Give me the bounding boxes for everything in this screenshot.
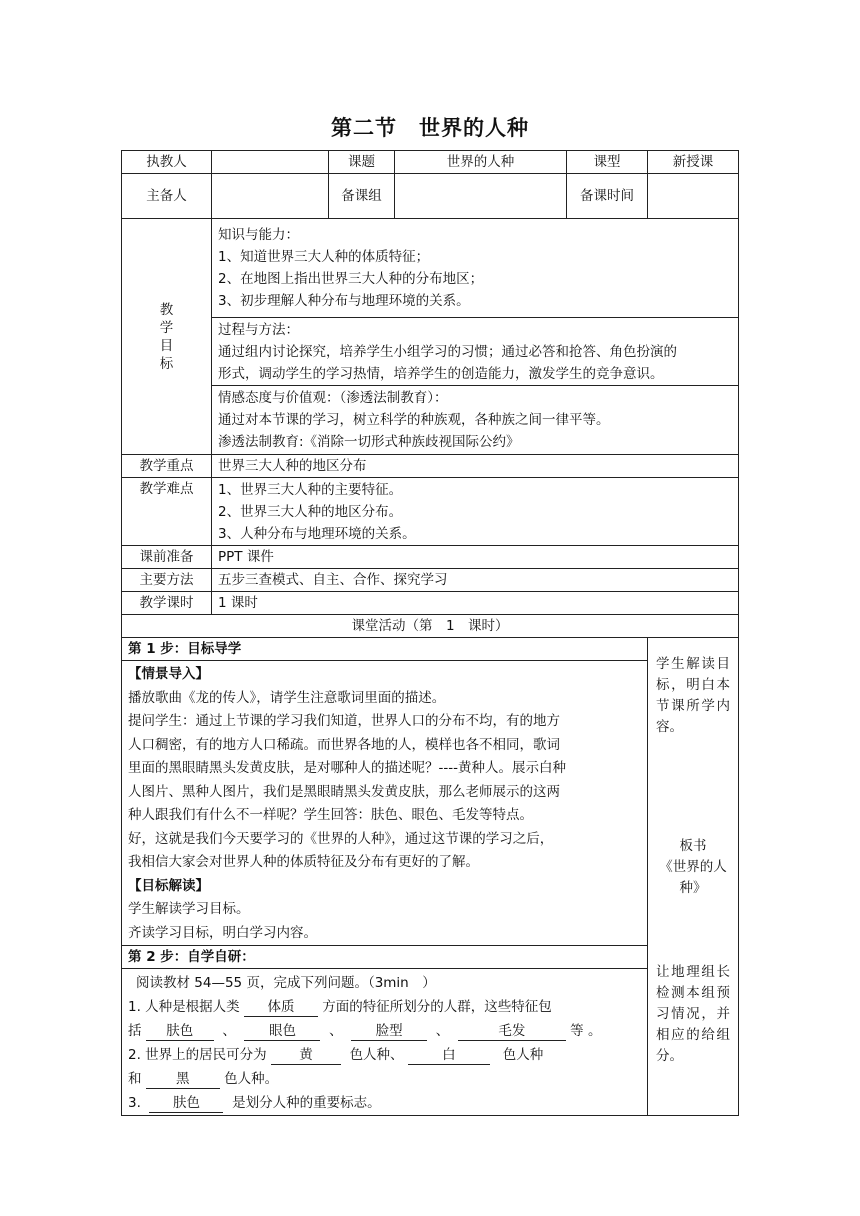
question-3: 3. 肤色 是划分人种的重要标志。 xyxy=(128,1095,381,1111)
key-point-value: 世界三大人种的地区分布 xyxy=(212,455,739,478)
topic-label: 课题 xyxy=(329,151,395,174)
group-label: 备课组 xyxy=(329,174,395,219)
step2-task: 阅读教材 54—55 页，完成下列问题。（3min ） xyxy=(136,975,436,991)
step2-body xyxy=(122,969,648,1116)
objective-process-row xyxy=(122,318,739,386)
prep-time-label: 备课时间 xyxy=(567,174,648,219)
page-title: 第二节 世界的人种 xyxy=(331,116,529,140)
difficulty-row xyxy=(122,478,739,546)
group-value xyxy=(395,174,567,219)
method-row xyxy=(122,569,739,592)
prep-time-value xyxy=(648,174,739,219)
preparer-label: 主备人 xyxy=(122,174,212,219)
step2-title-row xyxy=(122,946,739,969)
answer-huang: 黄 xyxy=(271,1046,341,1065)
header-row-2 xyxy=(122,174,739,219)
preparer-value xyxy=(212,174,329,219)
key-point-row xyxy=(122,455,739,478)
method-label: 主要方法 xyxy=(122,569,212,592)
step2-body-row xyxy=(122,969,739,1116)
answer-fuse-mark: 肤色 xyxy=(149,1094,223,1113)
preparation-label: 课前准备 xyxy=(122,546,212,569)
question-2-cont: 和 黑 色人种。 xyxy=(128,1071,279,1087)
preparation-value: PPT 课件 xyxy=(212,546,739,569)
step1-title-row xyxy=(122,638,739,661)
topic-value: 世界的人种 xyxy=(395,151,567,174)
objectives-label: 教 学 目 标 xyxy=(122,219,212,455)
step1-title: 第 1 步：目标导学 xyxy=(122,638,648,661)
teacher-value xyxy=(212,151,329,174)
answer-tizhi: 体质 xyxy=(244,998,318,1017)
hours-row xyxy=(122,592,739,615)
side-note-goals: 学生解读目标，明白本节课所学内容。 xyxy=(656,656,730,735)
step1-body-row xyxy=(122,661,739,946)
side-note-board-title: 《世界的人种》 xyxy=(659,859,727,896)
method-value: 五步三查模式、自主、合作、探究学习 xyxy=(212,569,739,592)
answer-yanse: 眼色 xyxy=(244,1022,320,1041)
answer-hei: 黑 xyxy=(146,1070,220,1089)
hours-label: 教学课时 xyxy=(122,592,212,615)
emotion-objectives: 情感态度与价值观：（渗透法制教育）： 通过对本节课的学习，树立科学的种族观，各种族之间一律平等。 渗透法制教育:《消除一切形式种族歧视国际公约》 xyxy=(212,386,739,455)
key-point-label: 教学重点 xyxy=(122,455,212,478)
question-1: 1. 人种是根据人类 体质 方面的特征所划分的人群，这些特征包 xyxy=(128,999,552,1015)
knowledge-objectives: 知识与能力： 1、知道世界三大人种的体质特征； 2、在地图上指出世界三大人种的分布地区； 3、初步理解人种分布与地理环境的关系。 xyxy=(212,219,739,318)
answer-fuse: 肤色 xyxy=(146,1022,214,1041)
side-note-check: 让地理组长检测本组预习情况，并相应的给组分。 xyxy=(656,964,730,1064)
step1-body: 【情景导入】 播放歌曲《龙的传人》，请学生注意歌词里面的描述。 提问学生：通过上节课的学习我们知道，世界人口的分布不均，有的地方 人口稠密，有的地方人口稀疏。而世界各地的人，模样也各不相同，歌词 里面的黑眼睛黑头发黄皮肤，是对哪种人的描述呢？----黄种人。展示白种 人图片、黑种人图片，我们是黑眼睛黑头发黄皮肤，那么老师展示的这两 种人跟我们有什么不一样呢？学生回答：肤色、眼色、毛发等特点。 好，这就是我们今天要学习的《世界的人种》，通过这节课的学习之后， 我相信大家会对世界人种的体质特征及分布有更好的了解。 【目标解读】 学生解读学习目标。 齐读学习目标，明白学习内容。 xyxy=(122,661,648,946)
difficulty-label: 教学难点 xyxy=(122,478,212,546)
preparation-row xyxy=(122,546,739,569)
header-row-1 xyxy=(122,151,739,174)
lesson-plan-table xyxy=(121,150,739,1116)
answer-bai: 白 xyxy=(408,1046,490,1065)
goal-heading: 【目标解读】 xyxy=(128,877,209,894)
answer-lianxing: 脸型 xyxy=(351,1022,427,1041)
objective-knowledge-row xyxy=(122,219,739,318)
teacher-label: 执教人 xyxy=(122,151,212,174)
step2-title: 第 2 步：自学自研： xyxy=(122,946,648,969)
objective-emotion-row xyxy=(122,386,739,455)
question-2: 2. 世界上的居民可分为 黄 色人种、 白 色人种 xyxy=(128,1047,544,1063)
activity-header: 课堂活动（第 1 课时） xyxy=(122,615,739,638)
side-note-board: 板书 xyxy=(679,838,707,854)
type-value: 新授课 xyxy=(648,151,739,174)
question-1-cont: 括 肤色 、 眼色 、 脸型 、 毛发 等 。 xyxy=(128,1023,602,1039)
type-label: 课型 xyxy=(567,151,648,174)
hours-value: 1 课时 xyxy=(212,592,739,615)
intro-heading: 【情景导入】 xyxy=(128,666,209,682)
side-notes xyxy=(648,638,739,1116)
difficulty-value: 1、世界三大人种的主要特征。 2、世界三大人种的地区分布。 3、人种分布与地理环境的关系。 xyxy=(212,478,739,546)
answer-maofa: 毛发 xyxy=(458,1022,566,1041)
activity-header-row xyxy=(122,615,739,638)
process-objectives: 过程与方法： 通过组内讨论探究，培养学生小组学习的习惯；通过必答和抢答、角色扮演的 形式，调动学生的学习热情，培养学生的创造能力，激发学生的竞争意识。 xyxy=(212,318,739,386)
